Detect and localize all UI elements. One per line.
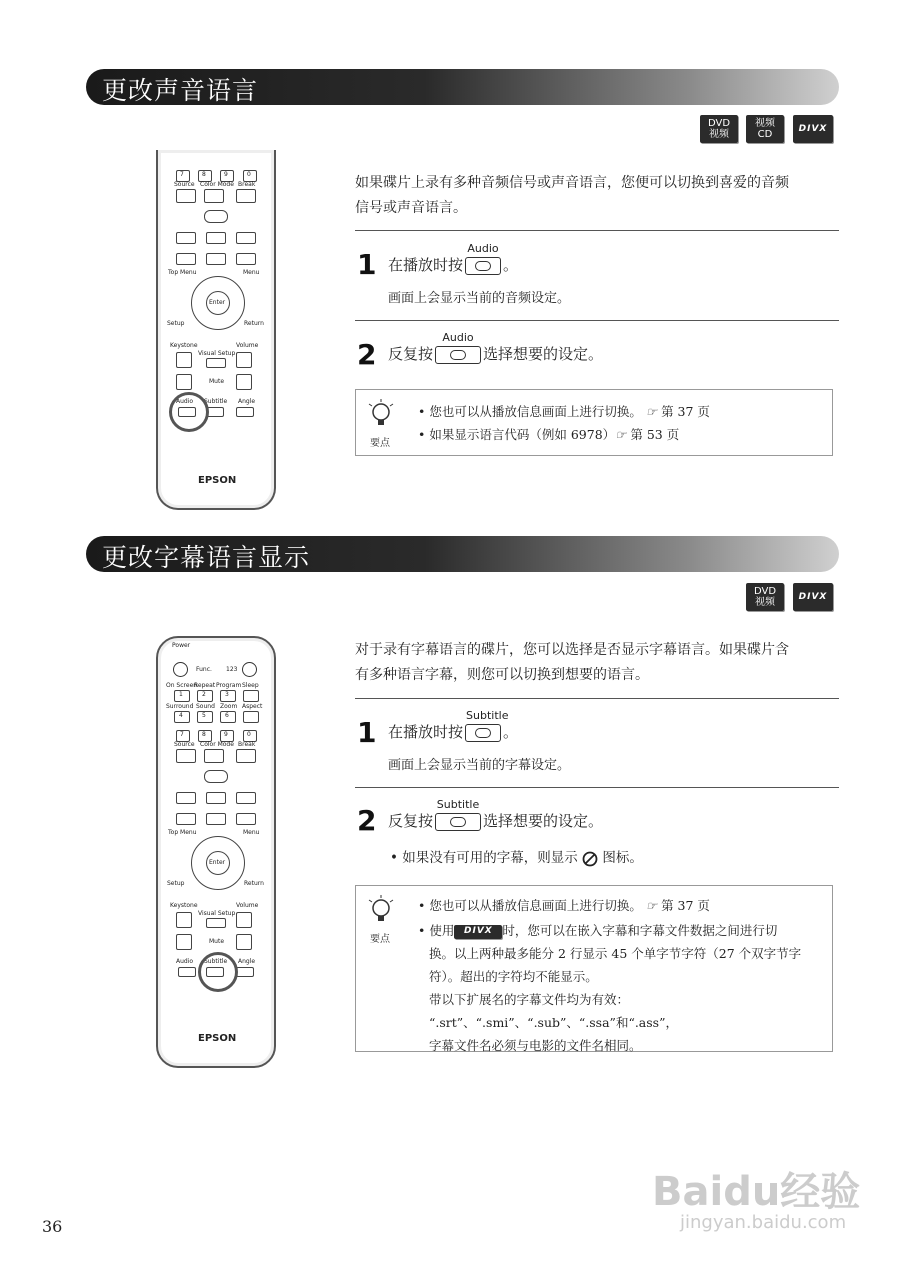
step-text: 选择想要的设定。 <box>483 812 604 830</box>
return-label: Return <box>244 880 264 887</box>
pause-button <box>206 232 226 244</box>
badge-line: 视频 <box>709 129 729 140</box>
format-badge-divx <box>793 115 833 143</box>
tip-label: 要点 <box>370 934 390 945</box>
step-text: 在播放时按 <box>388 723 464 741</box>
tip-text: 您也可以从播放信息画面上进行切换。 <box>429 898 642 913</box>
step-instruction <box>388 242 519 275</box>
divider <box>355 787 839 788</box>
audio-label: Audio <box>176 958 194 965</box>
no-subtitle-icon <box>582 851 598 867</box>
digit-label: 6 <box>225 712 229 719</box>
menu-label: Menu <box>243 269 260 276</box>
func-label: Func. <box>196 666 212 673</box>
source-label: Source <box>174 741 195 748</box>
enter-label: Enter <box>209 299 226 306</box>
audio-key-icon <box>435 331 481 364</box>
angle-label: Angle <box>238 398 256 405</box>
digit-label: 4 <box>179 712 183 719</box>
digit-label: 2 <box>202 691 206 698</box>
zoom-label: Zoom <box>220 703 238 710</box>
step-number: 2 <box>357 338 377 371</box>
stop-button <box>206 253 226 265</box>
format-badge-vcd <box>746 115 784 143</box>
remote-control-illustration <box>156 150 276 510</box>
tip-text: 带以下扩展名的字幕文件均为有效： <box>429 992 630 1007</box>
tip-item: • 使用 DIVX 时，您可以在嵌入字幕和字幕文件数据之间进行切 换。以上两种最多能分 2 行显示 45 个单字节字符（27 个双字节字 符）。超出的字符均不能显示。 带以下扩展名的字幕文件均为有效： “.srt”、“.smi”、“.sub”、“.ssa”和“.ass”， 字幕文件名必须与电影的文件名相同。 <box>418 919 823 1057</box>
audio-key-icon <box>465 242 501 275</box>
highlight-circle <box>198 952 238 992</box>
digit-label: 1 <box>179 691 183 698</box>
digit-label: 9 <box>224 731 228 738</box>
divider <box>355 698 839 699</box>
step-number: 2 <box>357 804 377 837</box>
lightbulb-icon <box>366 894 396 926</box>
badge-line: DIVX <box>798 591 828 602</box>
section-title-bar <box>86 69 839 105</box>
tip-text: 时，您可以在嵌入字幕和字幕文件数据之间进行切 <box>502 923 778 938</box>
format-badge-dvd <box>746 583 784 611</box>
intro-line: 对于录有字幕语言的碟片，您可以选择是否显示字幕语言。如果碟片含 <box>355 642 789 658</box>
aspect-label: Aspect <box>242 703 263 710</box>
repeat-label: Repeat <box>194 682 216 689</box>
tip-box <box>355 389 833 456</box>
watermark-url: jingyan.baidu.com <box>680 1212 847 1233</box>
setup-label: Setup <box>167 320 185 327</box>
top-menu-label: Top Menu <box>168 829 197 836</box>
tip-text: 字幕文件名必须与电影的文件名相同。 <box>429 1038 642 1053</box>
step-text: 选择想要的设定。 <box>483 345 604 363</box>
badge-line: 视频 <box>755 118 775 129</box>
setup-label: Setup <box>167 880 185 887</box>
step-note: • 如果没有可用的字幕，则显示 图标。 <box>390 850 643 866</box>
keystone-label: Keystone <box>170 342 198 349</box>
lightbulb-icon <box>366 398 396 430</box>
intro-line: 有多种语言字幕，则您可以切换到想要的语言。 <box>355 667 649 683</box>
digit-label: 0 <box>247 171 251 178</box>
tip-ref: 第 37 页 <box>661 898 710 913</box>
tip-box <box>355 885 833 1052</box>
highlight-circle <box>169 392 209 432</box>
section-title-bar <box>86 536 839 572</box>
step-text: 反复按 <box>388 345 434 363</box>
tip-label: 要点 <box>370 438 390 449</box>
top-menu-label: Top Menu <box>168 269 197 276</box>
color-mode-label: Color Mode <box>200 741 234 748</box>
tip-item: • 您也可以从播放信息画面上进行切换。 ☞ 第 37 页 <box>418 404 710 419</box>
tip-text: 换。以上两种最多能分 2 行显示 45 个单字节字符（27 个双字节字 <box>429 946 802 961</box>
format-badge-dvd <box>700 115 738 143</box>
step-instruction <box>388 709 519 742</box>
step-instruction <box>388 798 604 831</box>
tip-ref: 第 53 页 <box>630 427 680 442</box>
play-button <box>204 210 228 223</box>
badge-line: CD <box>757 129 773 140</box>
section-title: 更改字幕语言显示 <box>102 543 311 572</box>
badge-line: DVD <box>707 118 731 129</box>
num-mode-label: 123 <box>226 666 238 673</box>
forward-button <box>236 232 256 244</box>
key-caption: Audio <box>442 331 474 344</box>
step-text: 。 <box>503 256 519 274</box>
enter-label: Enter <box>209 859 226 866</box>
color-mode-button <box>204 189 224 203</box>
section-title: 更改声音语言 <box>102 76 259 105</box>
power-button <box>173 662 188 677</box>
digit-label: 7 <box>180 731 184 738</box>
source-button <box>176 189 196 203</box>
sleep-label: Sleep <box>242 682 259 689</box>
next-button <box>236 253 256 265</box>
step-text: 在播放时按 <box>388 256 464 274</box>
badge-line: DIVX <box>798 123 828 134</box>
tip-item: • 如果显示语言代码（例如 6978）☞ 第 53 页 <box>418 427 680 442</box>
surround-label: Surround <box>166 703 194 710</box>
step-instruction <box>388 331 604 364</box>
badge-line: DIVX <box>464 926 493 936</box>
step-text: 如果没有可用的字幕，则显示 <box>402 850 578 866</box>
visual-setup-label: Visual Setup <box>198 350 236 357</box>
digit-label: 7 <box>180 171 184 178</box>
format-badge-divx <box>793 583 833 611</box>
remote-control-illustration <box>156 636 276 1068</box>
step-subtext: 画面上会显示当前的音频设定。 <box>388 291 571 306</box>
visual-setup-label: Visual Setup <box>198 910 236 917</box>
badge-line: 视频 <box>755 597 775 608</box>
intro-line: 信号或声音语言。 <box>355 200 467 216</box>
key-caption: Audio <box>467 242 499 255</box>
remote-brand: EPSON <box>198 475 237 486</box>
subtitle-label: Subtitle <box>204 958 228 965</box>
tip-item: • 您也可以从播放信息画面上进行切换。 ☞ 第 37 页 <box>418 898 710 913</box>
watermark-logo: Baidu经验 <box>652 1169 861 1215</box>
key-caption: Subtitle <box>436 798 480 811</box>
step-number: 1 <box>357 716 377 749</box>
tip-text: “.srt”、“.smi”、“.sub”、“.ssa”和“.ass”， <box>429 1015 678 1030</box>
intro-line: 如果碟片上录有多种音频信号或声音语言，您便可以切换到喜爱的音频 <box>355 175 789 191</box>
angle-button <box>236 407 254 417</box>
step-text: 。 <box>503 723 519 741</box>
divx-logo <box>454 925 502 939</box>
color-mode-label: Color Mode <box>200 181 234 188</box>
audio-label: Audio <box>176 398 194 405</box>
break-label: Break <box>238 181 256 188</box>
step-subtext: 画面上会显示当前的字幕设定。 <box>388 758 571 773</box>
digit-label: 3 <box>225 691 229 698</box>
step-text: 反复按 <box>388 812 434 830</box>
volume-label: Volume <box>236 342 259 349</box>
source-label: Source <box>174 181 195 188</box>
break-button <box>236 189 256 203</box>
power-label: Power <box>172 642 191 649</box>
digit-label: 0 <box>247 731 251 738</box>
angle-label: Angle <box>238 958 256 965</box>
menu-label: Menu <box>243 829 260 836</box>
volume-label: Volume <box>236 902 259 909</box>
prev-button <box>176 253 196 265</box>
section-intro <box>355 638 835 688</box>
subtitle-label: Subtitle <box>204 398 228 405</box>
sound-label: Sound <box>196 703 215 710</box>
mute-label: Mute <box>209 378 225 385</box>
tip-text: 符）。超出的字符均不能显示。 <box>429 969 598 984</box>
digit-label: 5 <box>202 712 206 719</box>
program-label: Program <box>216 682 242 689</box>
onscreen-label: On Screen <box>166 682 198 689</box>
mute-label: Mute <box>209 938 225 945</box>
tip-ref: 第 37 页 <box>661 404 710 419</box>
key-caption: Subtitle <box>466 709 509 722</box>
subtitle-key-icon <box>465 709 509 742</box>
tip-text: 您也可以从播放信息画面上进行切换。 <box>429 404 642 419</box>
digit-label: 8 <box>202 731 206 738</box>
keystone-label: Keystone <box>170 902 198 909</box>
divider <box>355 320 839 321</box>
divider <box>355 230 839 231</box>
page-number: 36 <box>42 1217 63 1236</box>
tip-text: 使用 <box>429 923 455 938</box>
digit-label: 9 <box>224 171 228 178</box>
break-label: Break <box>238 741 256 748</box>
step-number: 1 <box>357 248 377 281</box>
section-intro <box>355 171 835 221</box>
step-text: 图标。 <box>602 850 643 866</box>
rewind-button <box>176 232 196 244</box>
digit-label: 8 <box>202 171 206 178</box>
tip-text: 如果显示语言代码（例如 6978） <box>429 427 616 442</box>
remote-brand: EPSON <box>198 1033 237 1044</box>
badge-line: DVD <box>753 586 777 597</box>
return-label: Return <box>244 320 264 327</box>
subtitle-key-icon <box>435 798 481 831</box>
eject-button <box>242 662 257 677</box>
